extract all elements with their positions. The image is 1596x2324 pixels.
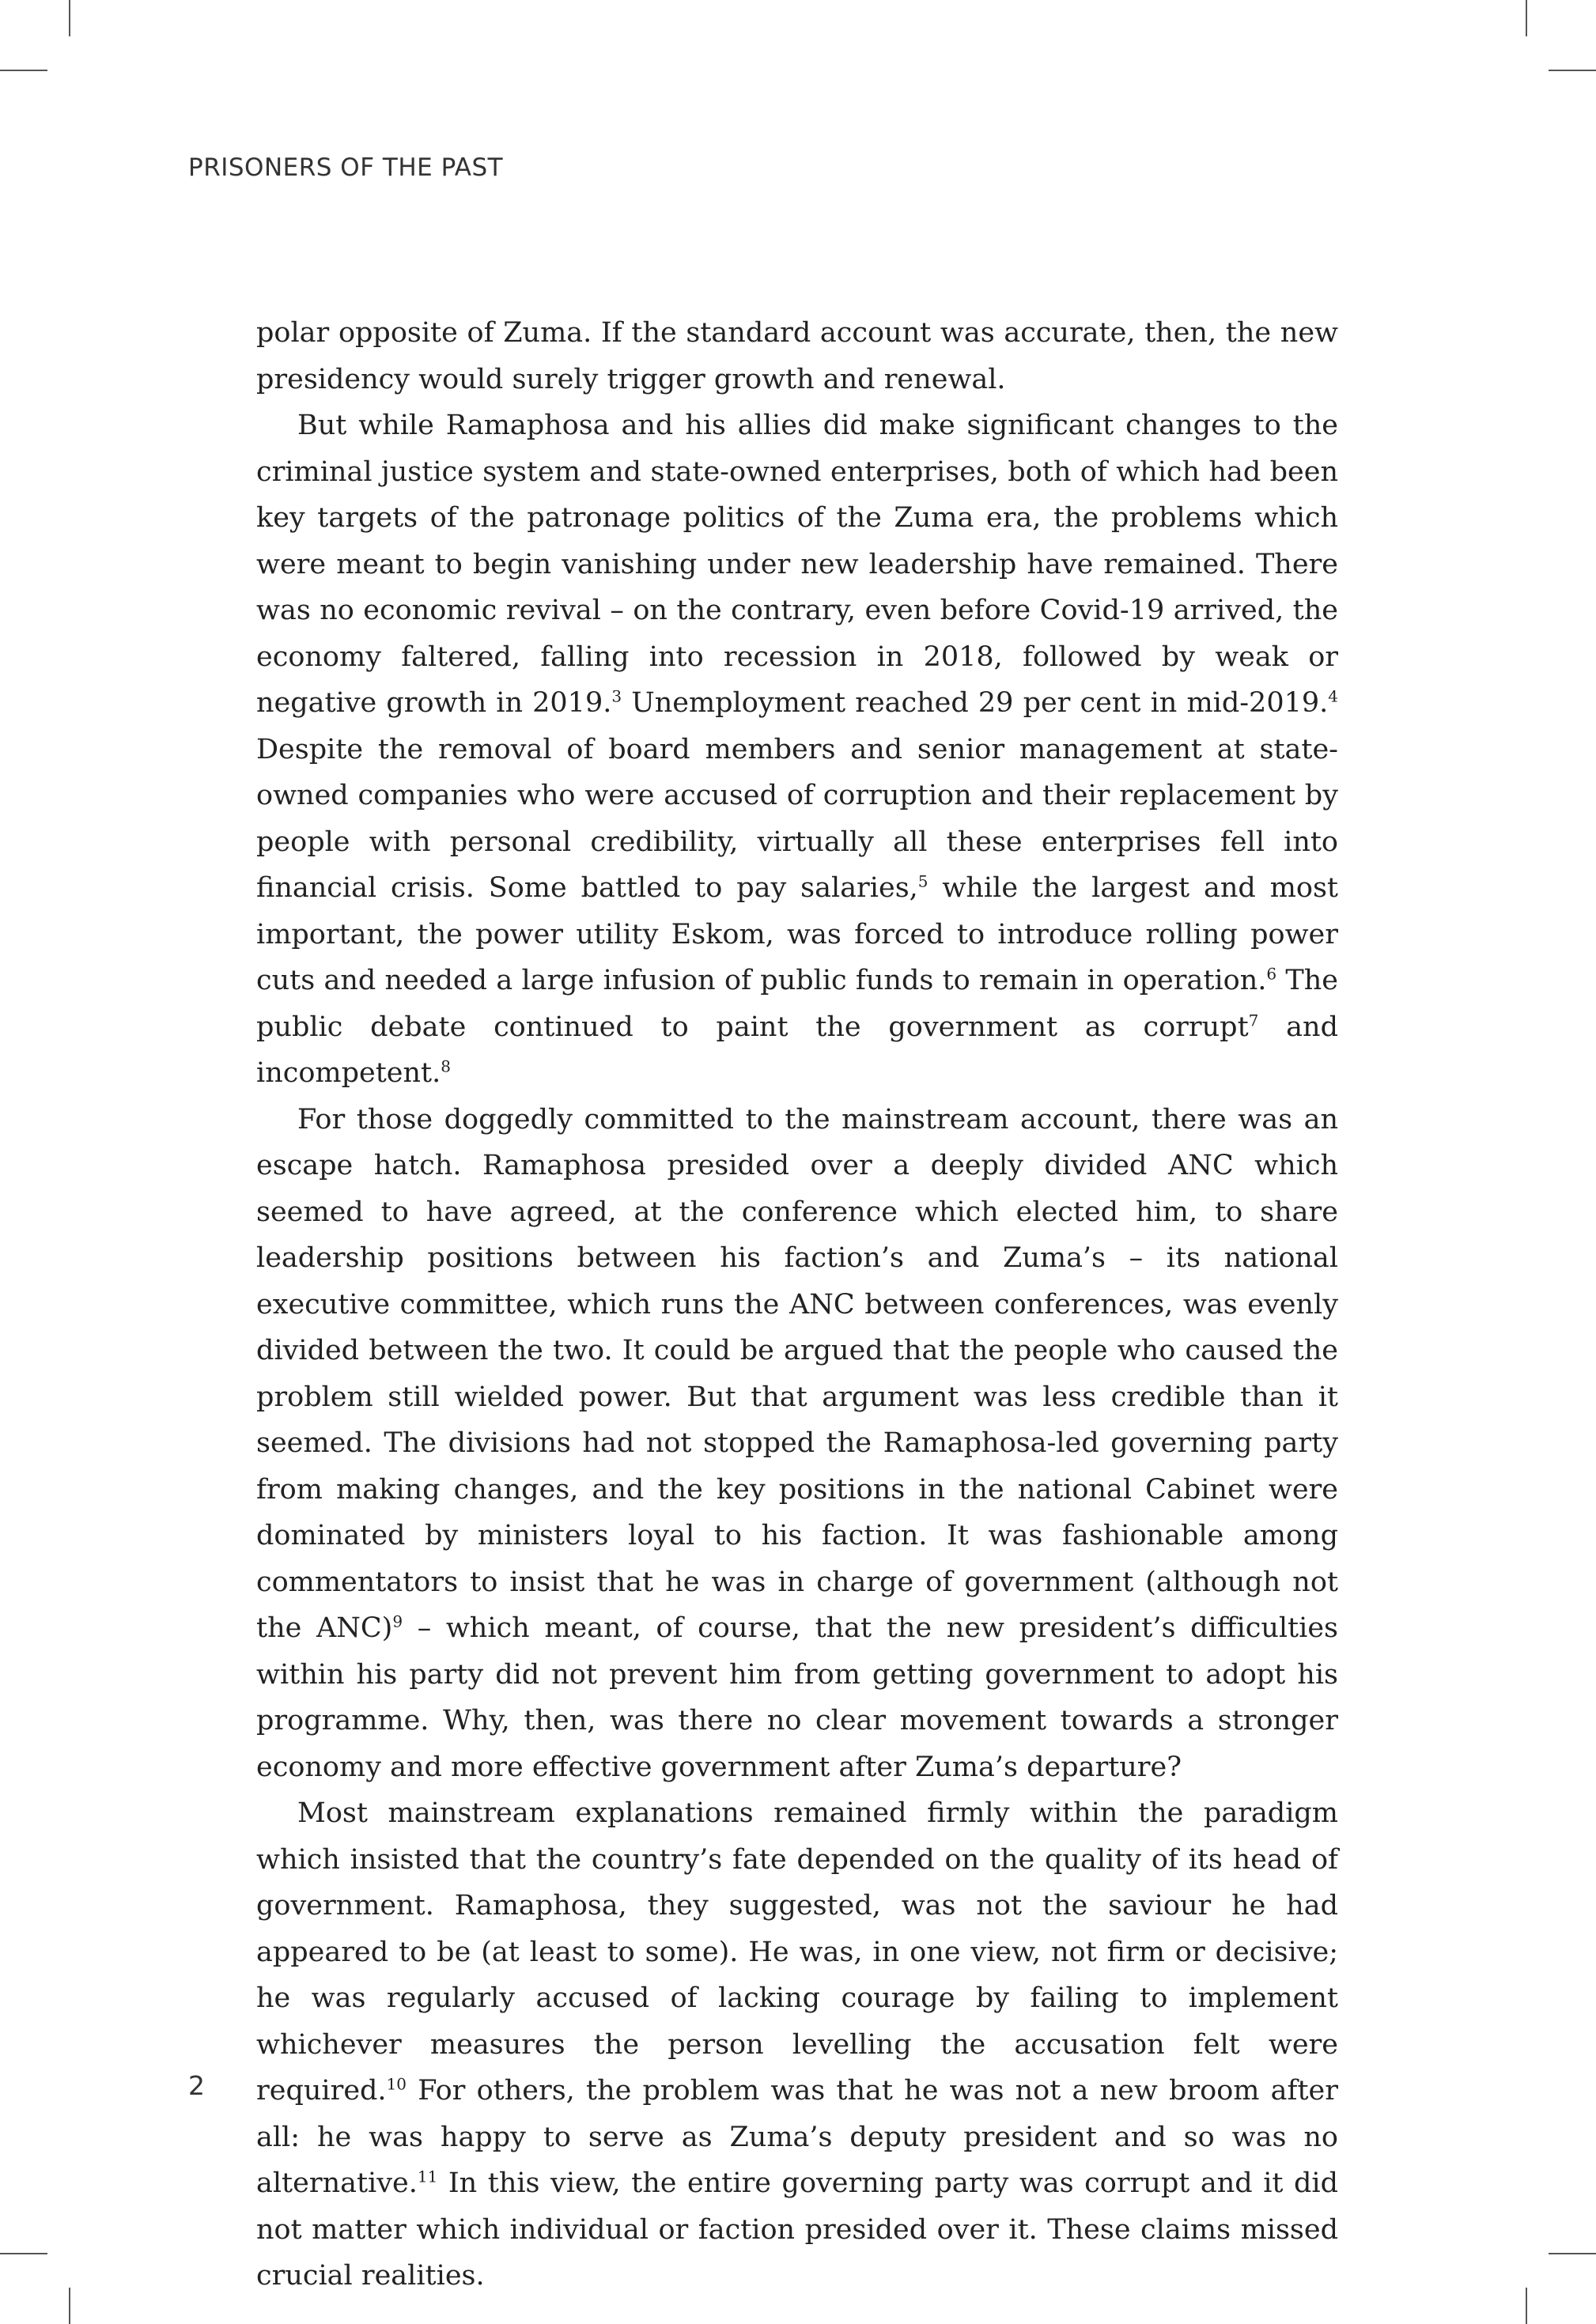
text-run: For those doggedly committed to the mainstream account, there was an escape hatch. Ramaphosa presided over a deeply divided ANC which seemed to have agreed, at the conference which elected him, to share leadership positions between his faction’s and Zuma’s – its national executive committee, which runs the ANC between conferences, was evenly divided between the two. It could be argued that the people who caused the problem still wielded power. But that argument was less credible than it seemed. The divisions had not stopped the Ramaphosa-led governing party from making changes, and the key positions in the national Cabinet were dominated by ministers loyal to his faction. It was fashionable among commentators to insist that he was in charge of government (although not the ANC) [256,1103,1338,1644]
paragraph [256,1790,1338,2299]
paragraph [256,310,1338,402]
text-run: For others, the problem was that he was not a new broom after all: he was happy to serve as Zuma’s deputy president and so was no alternative. [256,2075,1338,2199]
crop-mark [0,70,47,71]
crop-mark [69,0,70,36]
crop-mark [1549,70,1596,71]
footnote-ref: 11 [417,2167,438,2186]
footnote-ref: 8 [441,1056,451,1076]
text-run: But while Ramaphosa and his allies did make significant changes to the criminal justice system and state-owned enterprises, both of which had been key targets of the patronage politics of the Zuma era, the problems which were meant to begin vanishing under new leadership have remained. There was no economic revival – on the contrary, even before Covid-19 arrived, the economy faltered, falling into recession in 2018, followed by weak or negative growth in 2019. [256,410,1338,719]
text-run: polar opposite of Zuma. If the standard account was accurate, then, the new presidency would surely trigger growth and renewal. [256,317,1338,395]
body-text [256,310,1338,2299]
text-run: The public debate continued to paint the government as corrupt [256,965,1338,1043]
footnote-ref: 9 [392,1612,403,1631]
footnote-ref: 4 [1328,686,1338,706]
text-run: Unemployment reached 29 per cent in mid-2019. [622,687,1329,719]
page-number: 2 [188,2070,205,2101]
crop-mark [69,2288,70,2324]
footnote-ref: 3 [611,686,622,706]
crop-mark [1549,2253,1596,2254]
text-run: Despite the removal of board members and senior management at state-owned companies who were accused of corruption and their replacement by people with personal credibility, virtually all these enterprises fell into financial crisis. Some battled to pay salaries, [256,733,1338,904]
crop-mark [0,2253,47,2254]
footnote-ref: 10 [386,2074,407,2094]
crop-mark [1526,2288,1527,2324]
footnote-ref: 5 [917,871,928,891]
footnote-ref: 7 [1248,1010,1259,1030]
text-run: In this view, the entire governing party was corrupt and it did not matter which individual or faction presided over it. These claims missed crucial realities. [256,2167,1338,2292]
paragraph [256,402,1338,1097]
text-run: while the largest and most important, the power utility Eskom, was forced to introduce rolling power cuts and needed a large infusion of public funds to remain in operation. [256,872,1338,996]
text-run: and incompetent. [256,1011,1338,1089]
text-run: – which meant, of course, that the new president’s difficulties within his party did not prevent him from getting government to adopt his programme. Why, then, was there no clear movement towards a stronger economy and more effective government after Zuma’s departure? [256,1612,1338,1783]
crop-mark [1526,0,1527,36]
footnote-ref: 6 [1266,964,1277,984]
text-run: Most mainstream explanations remained firmly within the paradigm which insisted that the country’s fate depended on the quality of its head of government. Ramaphosa, they suggested, was not the saviour he had appeared to be (at least to some). He was, in one view, not firm or decisive; he was regularly accused of lacking courage by failing to implement whichever measures the person levelling the accusation felt were required. [256,1797,1338,2107]
running-head: PRISONERS OF THE PAST [188,153,504,182]
paragraph [256,1097,1338,1791]
